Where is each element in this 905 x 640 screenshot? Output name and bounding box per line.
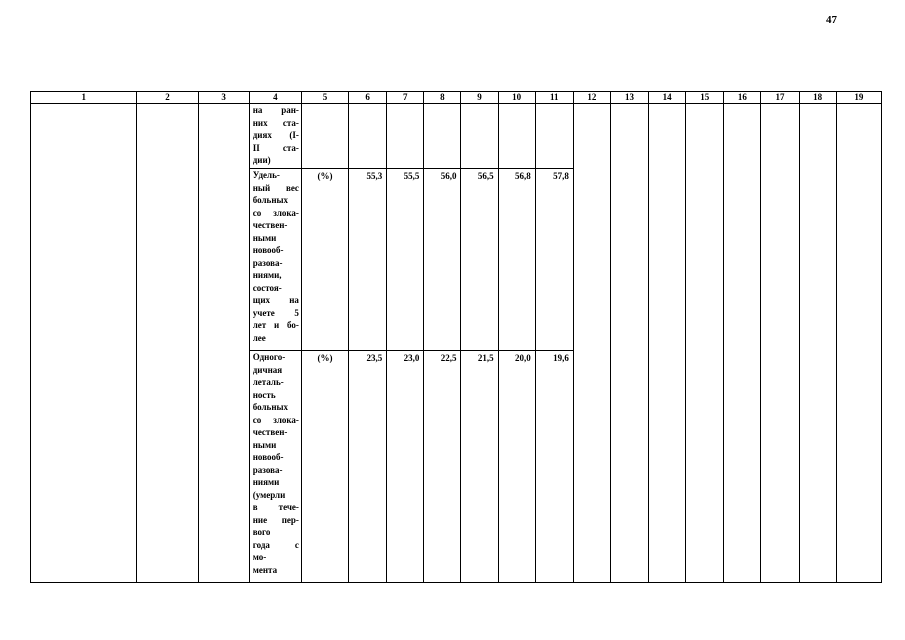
value-cell: [349, 104, 387, 169]
value-cell: 56,8: [498, 169, 535, 351]
indicator-line: леталь-: [252, 377, 284, 387]
value-cell: 23,5: [349, 351, 387, 583]
indicator-line: Удель-: [252, 170, 280, 180]
indicator-line: со злока-: [252, 207, 299, 218]
column-19-cell: [836, 104, 881, 583]
value-cell: [424, 104, 461, 169]
indicator-line: ными: [252, 439, 277, 450]
column-17-cell: [761, 104, 799, 583]
column-14-cell: [649, 104, 686, 583]
indicator-line: новооб-: [252, 245, 284, 255]
indicator-line: ными: [252, 232, 277, 243]
column-header: 5: [301, 92, 348, 104]
column-2-cell: [137, 104, 198, 583]
indicator-line: Одного-: [252, 352, 286, 362]
indicator-line: в тече-: [252, 502, 299, 512]
indicator-cell: [249, 351, 301, 583]
indicator-line: ние пер-: [252, 514, 299, 525]
indicator-line: чествен-: [252, 427, 288, 437]
value-cell: 23,0: [387, 351, 424, 583]
column-header: 1: [31, 92, 137, 104]
indicator-line: года с: [252, 539, 299, 550]
indicator-line: них ста-: [252, 117, 299, 128]
value-cell: 19,6: [535, 351, 573, 583]
indicator-line: на ран-: [252, 105, 299, 115]
column-header: 9: [461, 92, 498, 104]
column-header: 12: [573, 92, 610, 104]
indicator-line: диях (I-: [252, 130, 299, 140]
column-12-cell: [573, 104, 610, 583]
column-header: 17: [761, 92, 799, 104]
indicator-line: ниями,: [252, 270, 282, 280]
column-13-cell: [610, 104, 648, 583]
column-header: 15: [686, 92, 724, 104]
column-header: 7: [387, 92, 424, 104]
column-header: 6: [349, 92, 387, 104]
header-row: [31, 92, 882, 104]
indicator-line: дичная: [252, 364, 283, 375]
unit-cell: [301, 104, 348, 169]
column-header: 8: [424, 92, 461, 104]
indicator-line: II ста-: [252, 142, 299, 153]
page-number: 47: [826, 14, 837, 26]
indicator-line: разова-: [252, 257, 283, 268]
value-cell: 57,8: [535, 169, 573, 351]
column-header: 14: [649, 92, 686, 104]
indicator-line: больных: [252, 195, 289, 205]
column-header: 4: [249, 92, 301, 104]
indicator-line: мента: [252, 564, 278, 575]
value-cell: [461, 104, 498, 169]
value-cell: 22,5: [424, 351, 461, 583]
table-row: [31, 104, 882, 169]
unit-cell: (%): [301, 169, 348, 351]
indicator-line: состоя-: [252, 282, 282, 293]
column-16-cell: [724, 104, 761, 583]
indicator-line: (умерли: [252, 489, 286, 500]
indicator-line: дии): [252, 155, 271, 165]
column-1-cell: [31, 104, 137, 583]
value-cell: [535, 104, 573, 169]
indicator-line: вого: [252, 527, 271, 537]
value-cell: 55,5: [387, 169, 424, 351]
indicator-line: новооб-: [252, 452, 284, 462]
column-18-cell: [799, 104, 836, 583]
indicator-line: ный вес: [252, 182, 299, 193]
column-3-cell: [198, 104, 249, 583]
indicator-line: разова-: [252, 464, 283, 475]
column-header: 3: [198, 92, 249, 104]
value-cell: 56,0: [424, 169, 461, 351]
column-header: 11: [535, 92, 573, 104]
indicator-line: лет и бо-: [252, 320, 299, 330]
value-cell: 55,3: [349, 169, 387, 351]
column-header: 19: [836, 92, 881, 104]
indicator-line: щих на: [252, 295, 299, 305]
indicator-line: ниями: [252, 477, 280, 487]
value-cell: 56,5: [461, 169, 498, 351]
indicator-line: со злока-: [252, 414, 299, 425]
data-table: [30, 91, 882, 583]
indicator-line: чествен-: [252, 220, 288, 230]
indicator-cell: [249, 169, 301, 351]
indicator-line: мо-: [252, 552, 267, 562]
column-header: 16: [724, 92, 761, 104]
indicator-line: учете 5: [252, 307, 299, 318]
value-cell: 21,5: [461, 351, 498, 583]
column-header: 10: [498, 92, 535, 104]
indicator-line: лее: [252, 332, 266, 343]
value-cell: [498, 104, 535, 169]
column-header: 2: [137, 92, 198, 104]
indicator-line: ность: [252, 389, 276, 400]
column-header: 13: [610, 92, 648, 104]
column-header: 18: [799, 92, 836, 104]
indicator-cell: [249, 104, 301, 169]
value-cell: 20,0: [498, 351, 535, 583]
unit-cell: (%): [301, 351, 348, 583]
column-15-cell: [686, 104, 724, 583]
value-cell: [387, 104, 424, 169]
indicator-line: больных: [252, 402, 289, 412]
